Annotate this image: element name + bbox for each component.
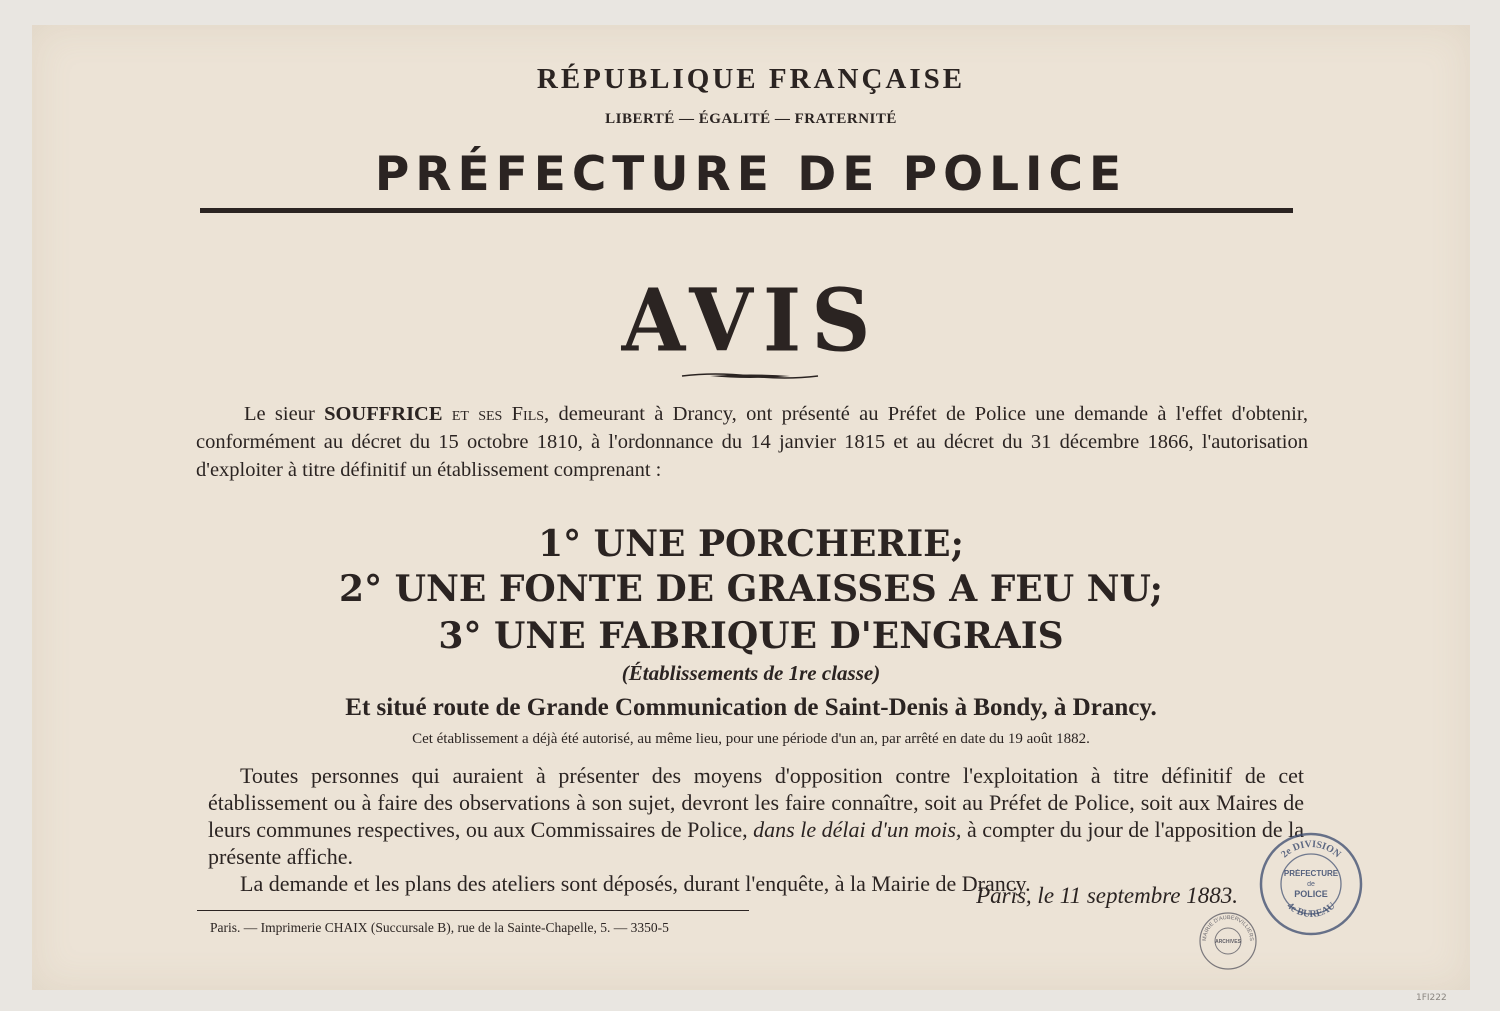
opposition-text: Toutes personnes qui auraient à présenter des moyens d'opposition contre l'exploitation à titre définitif de cet établissement ou à faire des observations à son sujet, devront les faire connaître, soit au Préfet de Police, soit aux Maires de leurs communes respectives, ou aux Commissaires de Police, bbox=[208, 763, 1304, 842]
archives-ring-text: MAIRIE D'AUBERVILLIERS bbox=[1201, 914, 1255, 942]
stamp-line1: PRÉFECTURE bbox=[1283, 869, 1339, 878]
stamp-bottom-text: 4e BUREAU bbox=[1284, 900, 1338, 920]
deposit-text: La demande et les plans des ateliers sont déposés, durant l'enquête, à la Mairie de Drancy. bbox=[240, 871, 1031, 896]
footer-rule bbox=[197, 910, 749, 911]
opposition-tail: à compter du jour de l'apposition de la présente affiche. bbox=[208, 817, 1304, 869]
location: Et situé route de Grande Communication de Saint-Denis à Bondy, à Drancy. bbox=[345, 694, 1157, 721]
classification: (Établissements de 1re classe) bbox=[621, 661, 881, 685]
heading-rule bbox=[200, 208, 1293, 213]
opposition-paragraph bbox=[208, 762, 1304, 897]
item-porcherie: 1° UNE PORCHERIE; bbox=[538, 523, 964, 565]
motto: LIBERTÉ — ÉGALITÉ — FRATERNITÉ bbox=[605, 111, 897, 127]
archives-stamp bbox=[1198, 911, 1258, 971]
imprint-line: Paris. — Imprimerie CHAIX (Succursale B), rue de la Sainte-Chapelle, 5. — 3350-5 bbox=[210, 920, 669, 935]
intro-lead: Le sieur bbox=[244, 403, 325, 425]
avis-title: AVIS bbox=[621, 270, 881, 372]
applicant-suffix: et ses Fils bbox=[442, 403, 545, 425]
svg-text:4e BUREAU bbox=[1285, 900, 1338, 920]
stamp-top-text: 2e DIVISION bbox=[1279, 838, 1343, 861]
prefecture-heading: PRÉFECTURE DE POLICE bbox=[374, 147, 1128, 202]
prior-authorization-note: Cet établissement a déjà été autorisé, au même lieu, pour une période d'un an, par arrêté en date du 19 août 1882. bbox=[412, 731, 1090, 747]
deadline-text: dans le délai d'un mois, bbox=[753, 817, 962, 842]
applicant-name: SOUFFRICE bbox=[324, 403, 443, 425]
archives-center-text: ARCHIVES bbox=[1215, 939, 1241, 945]
svg-text:2e DIVISION bbox=[1279, 839, 1343, 861]
item-fonte-graisses: 2° UNE FONTE DE GRAISSES A FEU NU; bbox=[339, 568, 1163, 610]
ornament-divider bbox=[680, 371, 820, 381]
date-line: Paris, le 11 septembre 1883. bbox=[976, 883, 1238, 908]
item-fabrique-engrais: 3° UNE FABRIQUE D'ENGRAIS bbox=[438, 615, 1064, 657]
intro-text: , demeurant à Drancy, ont présenté au Préfet de Police une demande à l'effet d'obtenir, conformément au décret du 15 octobre 1810, à l'ordonnance du 14 janvier 1815 et au décret du 31 décembre 1866, l'autorisation d'exploiter à titre définitif un établissement comprenant : bbox=[196, 403, 1308, 481]
poster-sheet bbox=[32, 25, 1470, 990]
republique-heading: RÉPUBLIQUE FRANÇAISE bbox=[536, 63, 966, 95]
intro-paragraph bbox=[196, 400, 1308, 484]
shelf-mark: 1FI222 bbox=[1416, 993, 1447, 1003]
stamp-line3: POLICE bbox=[1294, 889, 1328, 899]
stamp-line2: de bbox=[1307, 881, 1315, 888]
prefecture-stamp bbox=[1256, 829, 1366, 939]
